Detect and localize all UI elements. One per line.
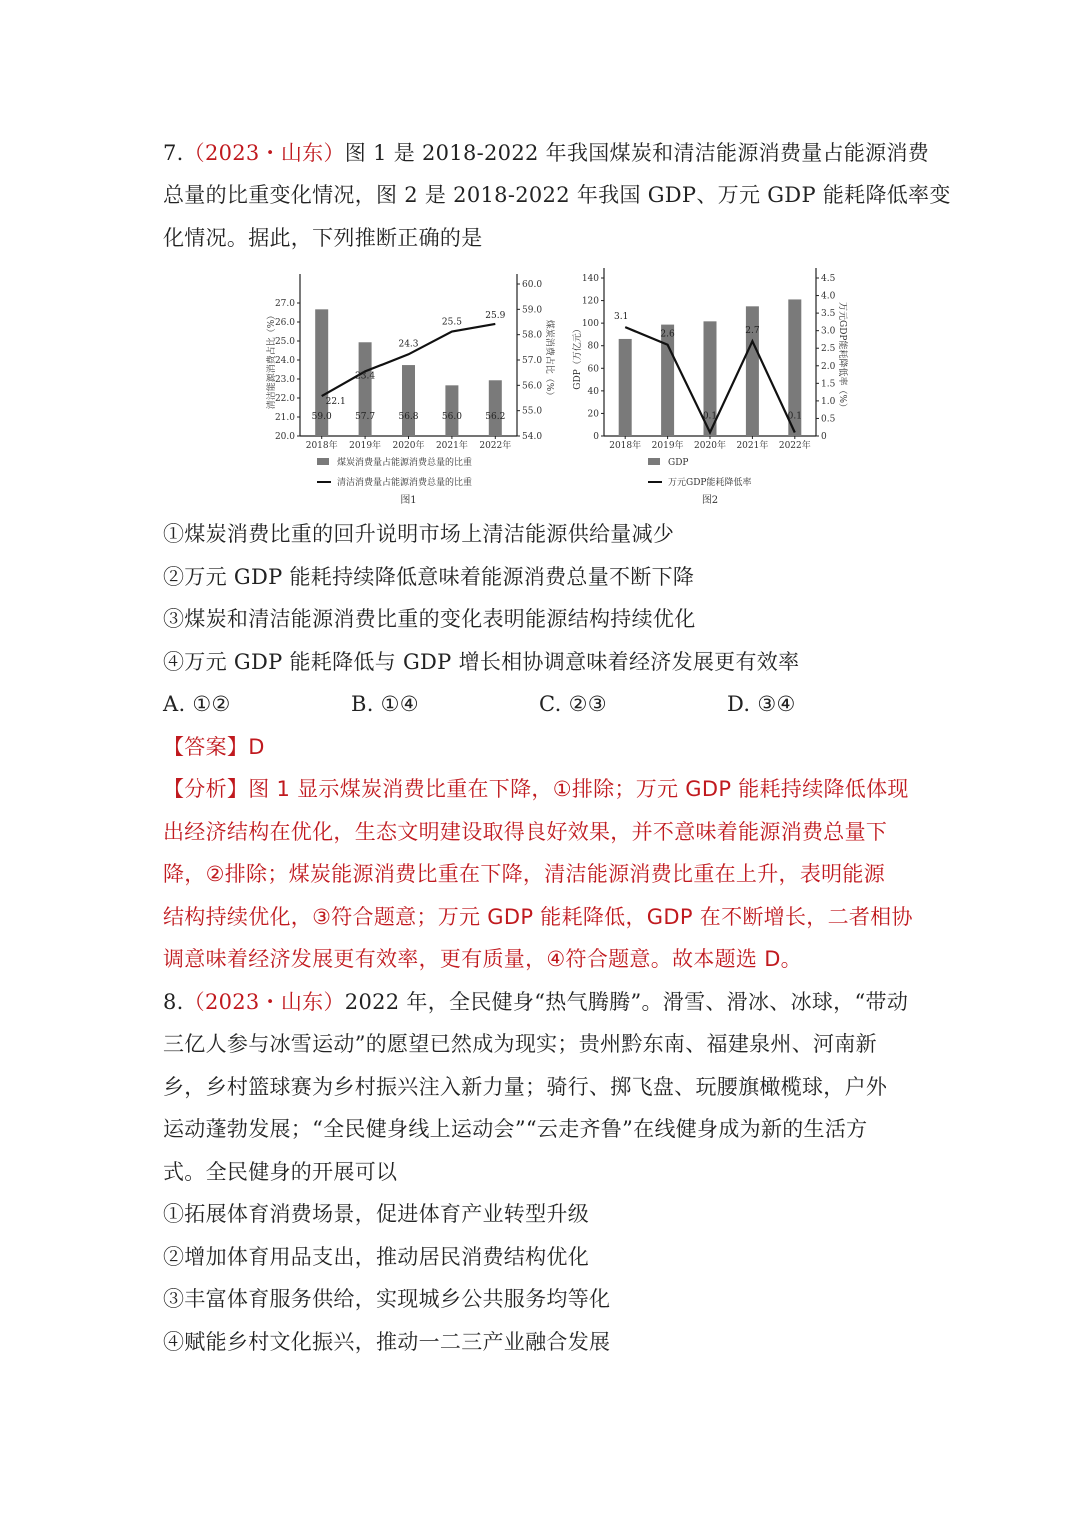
left-tick-label: 140: [581, 274, 599, 284]
q8-item-4: ④赋能乡村文化振兴，推动一二三产业融合发展: [163, 1330, 611, 1354]
q8-stem-line-3: 乡，乡村篮球赛为乡村振兴注入新力量；骑行、掷飞盘、玩腰旗橄榄球，户外: [163, 1075, 888, 1099]
q7-analysis-line-1: 【分析】图 1 显示煤炭消费比重在下降，①排除；万元 GDP 能耗持续降低体现: [163, 777, 909, 801]
figure-caption: 图1: [400, 495, 417, 506]
q7-analysis-line-2: 出经济结构在优化，生态文明建设取得良好效果，并不意味着能源消费总量下: [163, 820, 888, 844]
legend-line-label: 万元GDP能耗降低率: [668, 478, 752, 488]
q8-stem-line-2: 三亿人参与冰雪运动”的愿望已然成为现实；贵州黔东南、福建泉州、河南新: [163, 1032, 877, 1056]
figure-caption: 图2: [701, 495, 719, 506]
bar-value-label: 56.8: [398, 412, 419, 422]
right-tick-label: 60.0: [522, 280, 543, 290]
bar-value-label: 56.2: [485, 412, 506, 422]
left-tick-label: 26.0: [274, 318, 295, 328]
q8-stem-text: 2022 年，全民健身“热气腾腾”。滑雪、滑冰、冰球，“带动: [344, 990, 909, 1014]
line-value-label: 2.6: [660, 329, 675, 340]
q7-stem-line-2: 总量的比重变化情况，图 2 是 2018-2022 年我国 GDP、万元 GDP 能耗降低率变: [163, 183, 951, 207]
x-tick-label: 2020年: [694, 441, 726, 451]
bar-value-label: 59.0: [311, 412, 332, 422]
chart-figure-2: [568, 262, 848, 514]
q8-stem-line-4: 运动蓬勃发展；“全民健身线上运动会”“云走齐鲁”在线健身成为新的生活方: [163, 1117, 868, 1141]
q7-analysis-line-5: 调意味着经济发展更有效率，更有质量，④符合题意。故本题选 D。: [163, 947, 802, 971]
legend-line-label: 清洁消费量占能源消费总量的比重: [337, 478, 473, 488]
left-tick-label: 40: [587, 386, 599, 397]
line-value-label: 24.3: [398, 339, 419, 350]
left-axis-title: 清洁能源消费占比（%）: [267, 310, 277, 410]
left-tick-label: 20: [587, 409, 599, 420]
right-tick-label: 58.0: [522, 330, 543, 341]
bar-value-label: 56.0: [441, 412, 462, 422]
q7-item-4: ④万元 GDP 能耗降低与 GDP 增长相协调意味着经济发展更有效率: [163, 650, 800, 674]
x-tick-label: 2019年: [651, 441, 684, 451]
option-d: D. ③④: [727, 692, 796, 716]
right-tick-label: 2.5: [821, 344, 836, 355]
right-tick-label: 55.0: [522, 406, 543, 417]
right-tick-label: 4.0: [821, 291, 836, 302]
left-tick-label: 24.0: [274, 356, 295, 366]
line-value-label: 22.1: [325, 397, 346, 408]
right-tick-label: 57.0: [522, 356, 543, 366]
q7-analysis-line-4: 结构持续优化，③符合题意；万元 GDP 能耗降低，GDP 在不断增长，二者相协: [163, 905, 913, 929]
left-tick-label: 120: [581, 296, 599, 307]
q8-item-3: ③丰富体育服务供给，实现城乡公共服务均等化: [163, 1287, 611, 1311]
q8-source: （2023・山东）: [183, 990, 345, 1014]
q7-stem-line-1: [163, 141, 929, 165]
left-tick-label: 0: [593, 432, 599, 442]
q7-stem-line-3: 化情况。据此，下列推断正确的是: [163, 226, 483, 250]
left-tick-label: 22.0: [274, 394, 295, 404]
x-tick-label: 2018年: [609, 441, 642, 451]
x-tick-label: 2018年: [305, 441, 338, 451]
option-c: C. ②③: [539, 692, 607, 716]
right-tick-label: 1.0: [821, 396, 836, 407]
x-tick-label: 2022年: [778, 441, 811, 451]
q7-item-1: ①煤炭消费比重的回升说明市场上清洁能源供给量减少: [163, 522, 675, 546]
x-tick-label: 2021年: [435, 441, 468, 451]
right-tick-label: 3.0: [821, 326, 836, 337]
left-tick-label: 100: [581, 319, 599, 330]
x-tick-label: 2020年: [392, 441, 425, 451]
chart-figure-1: [255, 262, 555, 514]
right-tick-label: 1.5: [821, 379, 836, 390]
q8-stem-line-1: [163, 990, 908, 1014]
line-value-label: 25.5: [441, 317, 462, 328]
right-tick-label: 0: [821, 432, 827, 442]
option-b: B. ①④: [351, 692, 419, 716]
x-tick-label: 2019年: [349, 441, 382, 451]
line-value-label: 23.4: [355, 371, 376, 382]
left-tick-label: 27.0: [274, 299, 295, 309]
right-tick-label: 0.5: [821, 414, 836, 425]
x-tick-label: 2022年: [479, 441, 512, 451]
q8-stem-line-5: 式。全民健身的开展可以: [163, 1160, 398, 1184]
right-tick-label: 3.5: [821, 309, 836, 320]
q7-options: [163, 692, 915, 716]
right-axis-title: 煤炭消费占比（%）: [544, 319, 554, 401]
right-axis-title: 万元GDP能耗降低率（%）: [837, 301, 847, 413]
left-tick-label: 20.0: [274, 432, 295, 442]
bar-value-label: 57.7: [355, 412, 376, 422]
x-tick-label: 2021年: [736, 441, 769, 451]
line-value-label: 3.1: [614, 312, 629, 323]
bar: [445, 385, 458, 436]
right-tick-label: 54.0: [522, 432, 543, 442]
right-tick-label: 56.0: [522, 381, 543, 392]
q8-item-1: ①拓展体育消费场景，促进体育产业转型升级: [163, 1202, 589, 1226]
left-tick-label: 25.0: [274, 337, 295, 347]
legend-bar-swatch: [317, 458, 329, 465]
left-tick-label: 80: [587, 341, 599, 352]
q7-stem-text: 图 1 是 2018-2022 年我国煤炭和清洁能源消费量占能源消费: [344, 141, 930, 165]
q8-number: 8.: [163, 990, 184, 1014]
q8-item-2: ②增加体育用品支出，推动居民消费结构优化: [163, 1245, 589, 1269]
q7-item-2: ②万元 GDP 能耗持续降低意味着能源消费总量不断下降: [163, 565, 695, 589]
bar: [661, 325, 674, 436]
line-value-label: 25.9: [485, 310, 506, 321]
line-value-label: 2.7: [745, 326, 760, 337]
right-tick-label: 59.0: [522, 305, 543, 316]
bar: [489, 380, 502, 436]
q7-item-3: ③煤炭和清洁能源消费比重的变化表明能源结构持续优化: [163, 607, 696, 631]
q7-answer: 【答案】D: [163, 735, 265, 759]
left-tick-label: 60: [587, 364, 599, 375]
q7-number: 7.: [163, 141, 184, 165]
legend-bar-label: GDP: [668, 458, 689, 468]
bar: [402, 365, 415, 436]
legend-bar-label: 煤炭消费量占能源消费总量的比重: [337, 458, 473, 468]
right-tick-label: 2.0: [821, 361, 836, 372]
left-axis-title: GDP（万亿元）: [573, 324, 583, 390]
q7-source: （2023・山东）: [183, 141, 345, 165]
q7-analysis-line-3: 降，②排除；煤炭能源消费比重在下降，清洁能源消费比重在上升，表明能源: [163, 862, 886, 886]
option-a: A. ①②: [163, 692, 231, 716]
line-value-label: 0.1: [787, 411, 802, 422]
bar: [619, 339, 632, 436]
left-tick-label: 21.0: [274, 413, 295, 423]
left-tick-label: 23.0: [274, 375, 295, 385]
right-tick-label: 4.5: [821, 274, 836, 284]
line-value-label: 0.1: [702, 411, 718, 422]
legend-bar-swatch: [648, 458, 660, 465]
